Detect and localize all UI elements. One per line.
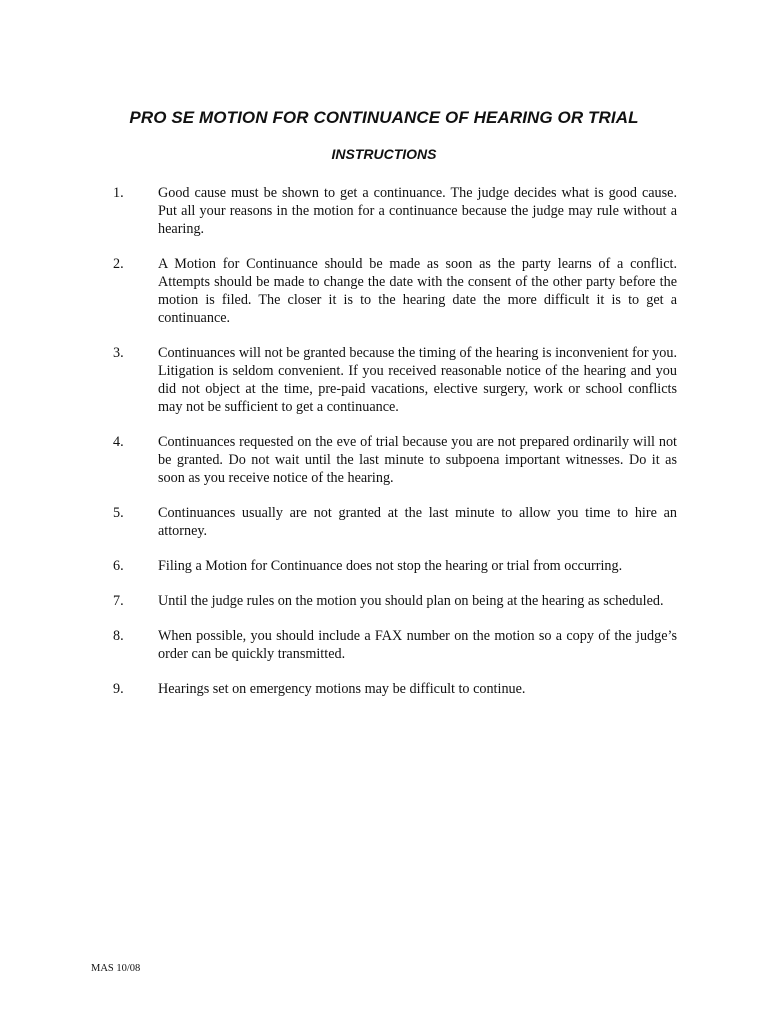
list-item <box>113 680 677 698</box>
list-item-text: Until the judge rules on the motion you should plan on being at the hearing as scheduled. <box>158 593 664 609</box>
list-item <box>113 627 677 663</box>
list-item-number: 9. <box>113 681 124 697</box>
document-title: PRO SE MOTION FOR CONTINUANCE OF HEARING OR TRIAL <box>129 108 639 127</box>
form-code-footer: MAS 10/08 <box>91 963 141 974</box>
list-item-text: A Motion for Continuance should be made as soon as the party learns of a conflict. Attempts should be made to change the date with the consent of the other party before the motion is filed. The closer it is to the hearing date the more difficult it is to get a continuance. <box>158 256 677 326</box>
list-item-text: Good cause must be shown to get a continuance. The judge decides what is good cause. Put all your reasons in the motion for a continuance because the judge may rule without a hearing. <box>158 185 677 237</box>
list-item-number: 2. <box>113 256 124 272</box>
list-item-text: Filing a Motion for Continuance does not stop the hearing or trial from occurring. <box>158 558 623 574</box>
list-item <box>113 504 677 540</box>
list-item-number: 5. <box>113 505 124 521</box>
list-item-number: 7. <box>113 593 124 609</box>
list-item-number: 4. <box>113 434 124 450</box>
list-item <box>113 344 677 416</box>
list-item-number: 6. <box>113 558 124 574</box>
list-item-text: When possible, you should include a FAX number on the motion so a copy of the judge’s order can be quickly transmitted. <box>158 628 677 662</box>
list-item-number: 8. <box>113 628 124 644</box>
list-item-number: 1. <box>113 185 124 201</box>
list-item <box>113 557 677 575</box>
list-item-text: Continuances will not be granted because the timing of the hearing is inconvenient for you. Litigation is seldom convenient. If you received reasonable notice of the hearing and you did not object at the time, pre-paid vacations, elective surgery, work or school conflicts may not be sufficient to get a continuance. <box>158 345 677 415</box>
list-item <box>113 255 677 327</box>
list-item <box>113 433 677 487</box>
list-item-text: Hearings set on emergency motions may be difficult to continue. <box>158 681 526 697</box>
list-item-text: Continuances requested on the eve of trial because you are not prepared ordinarily will not be granted. Do not wait until the last minute to subpoena important witnesses. Do it as soon as you receive notice of the hearing. <box>158 434 677 486</box>
instructions-heading: INSTRUCTIONS <box>331 146 437 162</box>
list-item <box>113 592 677 610</box>
list-item <box>113 184 677 238</box>
instructions-list <box>113 184 677 715</box>
list-item-number: 3. <box>113 345 124 361</box>
list-item-text: Continuances usually are not granted at the last minute to allow you time to hire an attorney. <box>158 505 677 539</box>
